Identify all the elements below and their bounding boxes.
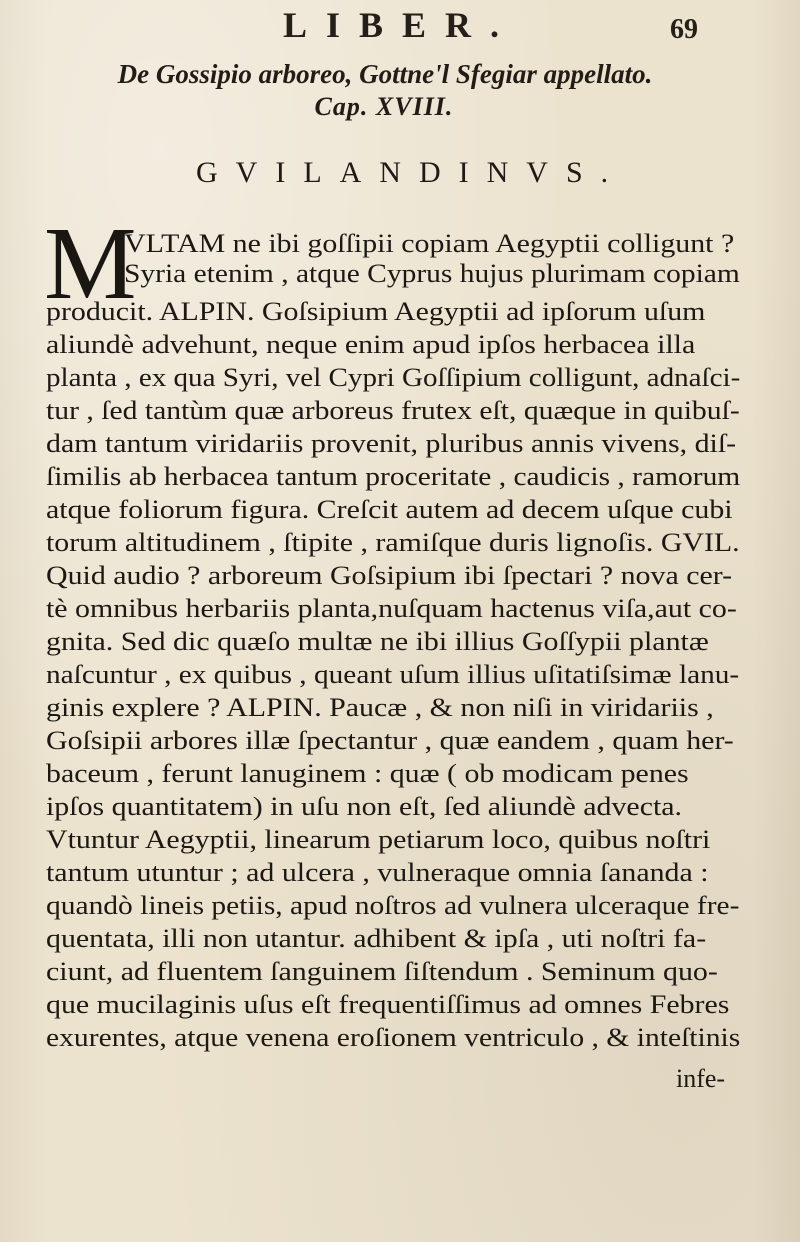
text-line-14: naſcuntur , ex quibus , queant uſum illius uſitatiſsimæ lanu- xyxy=(46,660,740,689)
text-line-12: tè omnibus herbariis planta,nuſquam hactenus viſa,aut co- xyxy=(46,594,737,623)
drop-initial: M xyxy=(44,206,137,321)
text-line-17: baceum , ferunt lanuginem : quæ ( ob modicam penes xyxy=(46,759,689,788)
text-line-9: atque foliorum figura. Creſcit autem ad decem uſque cubi xyxy=(46,495,733,524)
text-line-19: Vtuntur Aegyptii, linearum petiarum loco, quibus noſtri xyxy=(46,825,711,854)
text-line-16: Goſsipii arbores illæ ſpectantur , quæ eandem , quam her- xyxy=(46,726,734,755)
text-line-13: gnita. Sed dic quæſo multæ ne ibi illius Goſſypii plantæ xyxy=(46,627,709,656)
text-line-21: quandò lineis petiis, apud noſtros ad vulnera ulceraque fre- xyxy=(46,891,740,920)
text-line-24: que mucilaginis uſus eſt frequentiſſimus ad omnes Febres xyxy=(46,990,730,1019)
page-number: 69 xyxy=(670,14,698,45)
text-line-2: Syria etenim , atque Cyprus hujus plurimam copiam xyxy=(124,259,740,288)
text-line-3: producit. ALPIN. Goſsipium Aegyptii ad ipſorum uſum xyxy=(46,297,706,326)
text-line-1: VLTAM ne ibi goſſipii copiam Aegyptii colligunt ? xyxy=(124,229,735,258)
text-line-15: ginis explere ? ALPIN. Paucæ , & non niſi in viridariis , xyxy=(46,693,714,722)
speaker-heading: GVILANDINVS. xyxy=(196,156,627,189)
catchword: infe- xyxy=(676,1064,726,1093)
text-line-10: torum altitudinem , ſtipite , ramiſque duris lignoſis. GVIL. xyxy=(46,528,740,557)
chapter-title: De Gossipio arboreo, Gottne'l Sfegiar appellato. xyxy=(117,59,653,89)
text-line-23: ciunt, ad fluentem ſanguinem ſiſtendum . Seminum quo- xyxy=(46,957,718,986)
text-line-20: tantum utuntur ; ad ulcera , vulneraque omnia ſananda : xyxy=(46,858,709,887)
text-line-22: quentata, illi non utantur. adhibent & ipſa , uti noſtri fa- xyxy=(46,924,707,953)
text-line-11: Quid audio ? arboreum Goſsipium ibi ſpectari ? nova cer- xyxy=(46,561,733,590)
text-line-4: aliundè advehunt, neque enim apud ipſos herbacea illa xyxy=(46,330,696,359)
running-head: LIBER. xyxy=(283,5,519,45)
text-line-8: ſimilis ab herbacea tantum proceritate , caudicis , ramorum xyxy=(46,462,741,491)
chapter-number: Cap. XVIII. xyxy=(314,92,454,121)
text-line-25: exurentes, atque venena eroſionem ventriculo , & inteſtinis xyxy=(46,1023,741,1052)
text-line-18: ipſos quantitatem) in uſu non eſt, ſed aliundè advecta. xyxy=(46,792,683,821)
text-line-7: dam tantum viridariis provenit, pluribus annis vivens, diſ- xyxy=(46,429,737,458)
text-line-5: planta , ex qua Syri, vel Cypri Goſſipium colligunt, adnaſci- xyxy=(46,363,741,392)
text-line-6: tur , ſed tantùm quæ arboreus frutex eſt, quæque in quibuſ- xyxy=(46,396,740,425)
